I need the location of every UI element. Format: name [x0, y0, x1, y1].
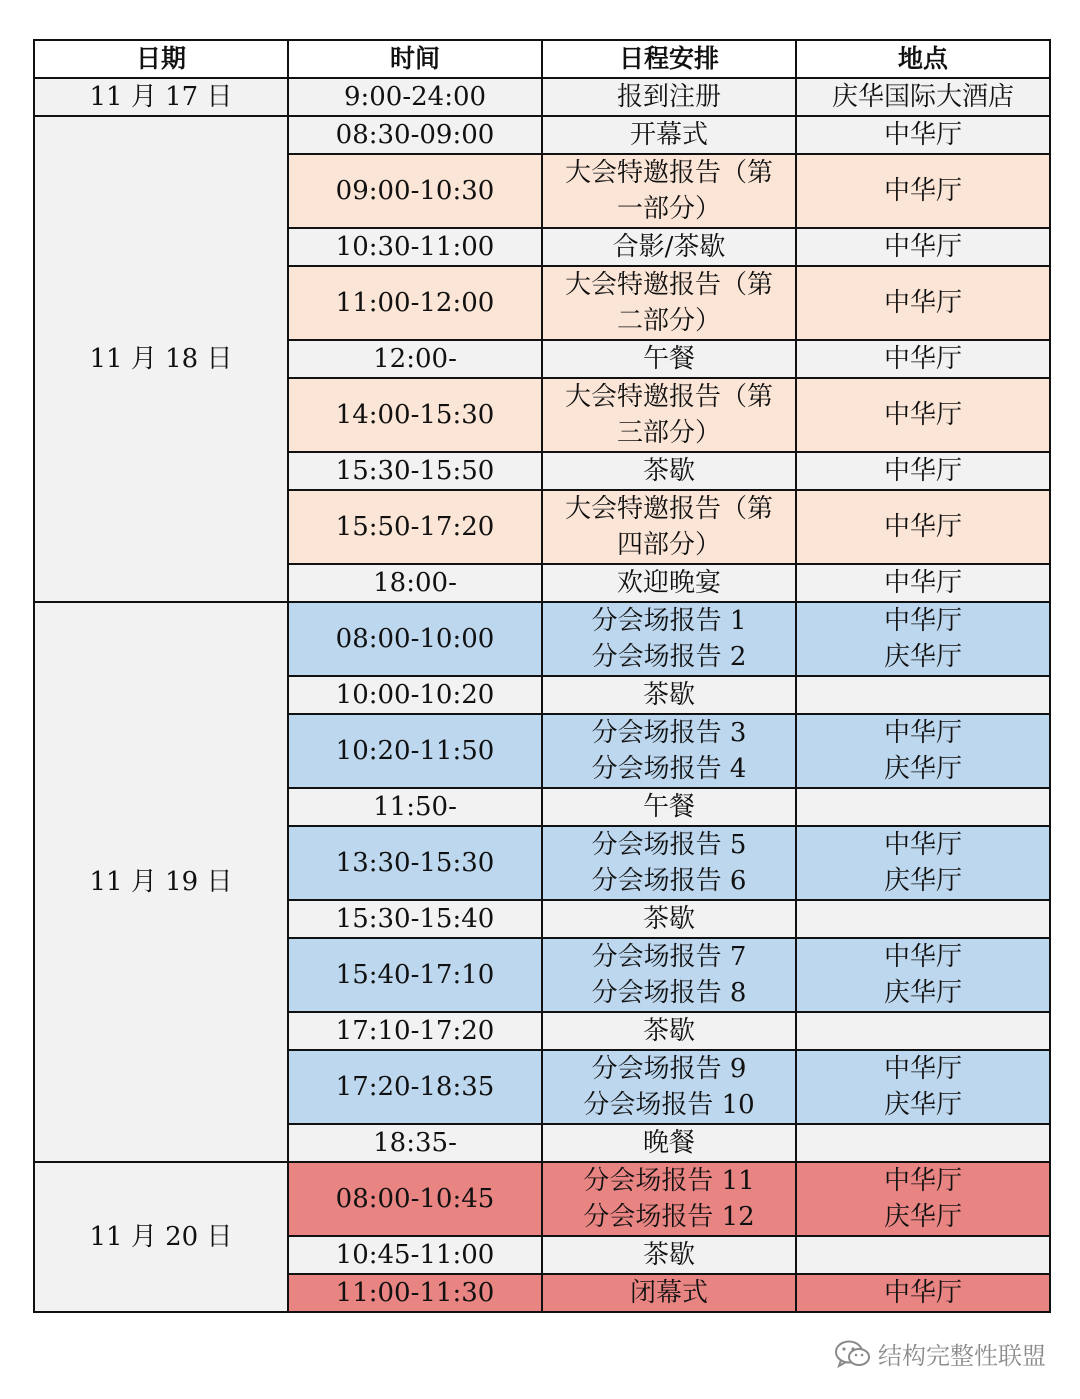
agenda-line: 分会场报告 6 — [591, 866, 747, 896]
agenda-line: 一部分） — [616, 194, 721, 224]
agenda-cell — [542, 1050, 796, 1124]
schedule-row — [34, 602, 1050, 676]
agenda-line: 开幕式 — [629, 120, 708, 150]
date-cell: 11 月 19 日 — [34, 602, 288, 1162]
agenda-line: 欢迎晚宴 — [616, 568, 721, 598]
venue-cell — [796, 452, 1050, 490]
agenda-line: 合影/茶歇 — [612, 232, 726, 262]
header-time: 时间 — [288, 40, 542, 78]
agenda-line: 二部分） — [616, 306, 721, 336]
venue-line: 中华厅 — [883, 568, 962, 598]
agenda-cell — [542, 116, 796, 154]
agenda-line: 分会场报告 12 — [583, 1202, 755, 1232]
wechat-icon — [834, 1339, 872, 1369]
venue-line: 中华厅 — [883, 120, 962, 150]
agenda-line: 茶歇 — [642, 456, 695, 486]
schedule-table — [33, 39, 1051, 1313]
agenda-cell — [542, 900, 796, 938]
venue-line: 庆华厅 — [883, 642, 962, 672]
venue-cell — [796, 116, 1050, 154]
venue-line: 中华厅 — [883, 344, 962, 374]
agenda-cell — [542, 266, 796, 340]
venue-line: 庆华厅 — [883, 866, 962, 896]
venue-line: 中华厅 — [883, 176, 962, 206]
agenda-line: 分会场报告 7 — [591, 942, 747, 972]
agenda-line: 分会场报告 10 — [583, 1090, 755, 1120]
time-cell: 12:00- — [288, 340, 542, 378]
agenda-line: 茶歇 — [642, 680, 695, 710]
agenda-line: 大会特邀报告（第 — [564, 382, 773, 412]
venue-line: 中华厅 — [883, 512, 962, 542]
venue-cell — [796, 1274, 1050, 1312]
time-cell: 10:30-11:00 — [288, 228, 542, 266]
watermark-text: 结构完整性联盟 — [878, 1342, 1046, 1370]
agenda-line: 午餐 — [642, 344, 695, 374]
time-cell: 14:00-15:30 — [288, 378, 542, 452]
agenda-line: 分会场报告 11 — [583, 1166, 755, 1196]
venue-line: 中华厅 — [883, 606, 962, 636]
venue-cell — [796, 602, 1050, 676]
venue-cell — [796, 564, 1050, 602]
date-cell: 11 月 18 日 — [34, 116, 288, 602]
venue-cell — [796, 1124, 1050, 1162]
venue-cell — [796, 378, 1050, 452]
agenda-line: 四部分） — [616, 530, 721, 560]
time-cell: 08:00-10:00 — [288, 602, 542, 676]
agenda-cell — [542, 452, 796, 490]
agenda-cell — [542, 1124, 796, 1162]
agenda-line: 分会场报告 1 — [591, 606, 747, 636]
agenda-cell — [542, 1012, 796, 1050]
agenda-line: 大会特邀报告（第 — [564, 494, 773, 524]
header-venue: 地点 — [796, 40, 1050, 78]
agenda-cell — [542, 490, 796, 564]
agenda-line: 晚餐 — [642, 1128, 695, 1158]
venue-cell — [796, 826, 1050, 900]
venue-line: 中华厅 — [883, 1166, 962, 1196]
venue-cell — [796, 1162, 1050, 1236]
venue-line: 中华厅 — [883, 718, 962, 748]
venue-cell — [796, 714, 1050, 788]
time-cell: 17:10-17:20 — [288, 1012, 542, 1050]
agenda-line: 报到注册 — [616, 82, 721, 112]
venue-cell — [796, 228, 1050, 266]
venue-line: 庆华厅 — [883, 754, 962, 784]
venue-cell — [796, 938, 1050, 1012]
venue-cell — [796, 1236, 1050, 1274]
agenda-line: 分会场报告 4 — [591, 754, 747, 784]
time-cell: 11:00-12:00 — [288, 266, 542, 340]
venue-cell — [796, 788, 1050, 826]
agenda-line: 分会场报告 2 — [591, 642, 747, 672]
agenda-cell — [542, 602, 796, 676]
venue-cell — [796, 1012, 1050, 1050]
venue-line: 中华厅 — [883, 1278, 962, 1308]
agenda-cell — [542, 1162, 796, 1236]
time-cell: 10:45-11:00 — [288, 1236, 542, 1274]
venue-line: 中华厅 — [883, 232, 962, 262]
venue-cell — [796, 78, 1050, 116]
venue-line: 中华厅 — [883, 1054, 962, 1084]
agenda-cell — [542, 228, 796, 266]
time-cell: 17:20-18:35 — [288, 1050, 542, 1124]
date-cell: 11 月 17 日 — [34, 78, 288, 116]
agenda-cell — [542, 938, 796, 1012]
agenda-cell — [542, 564, 796, 602]
agenda-cell — [542, 788, 796, 826]
venue-cell — [796, 490, 1050, 564]
time-cell: 18:35- — [288, 1124, 542, 1162]
watermark — [834, 1336, 1046, 1371]
time-cell: 10:00-10:20 — [288, 676, 542, 714]
header-row — [34, 40, 1050, 78]
agenda-cell — [542, 378, 796, 452]
venue-line: 庆华厅 — [883, 978, 962, 1008]
venue-line: 中华厅 — [883, 456, 962, 486]
agenda-line: 闭幕式 — [629, 1278, 708, 1308]
agenda-cell — [542, 1274, 796, 1312]
schedule-row — [34, 1162, 1050, 1236]
venue-cell — [796, 266, 1050, 340]
agenda-line: 茶歇 — [642, 1240, 695, 1270]
time-cell: 10:20-11:50 — [288, 714, 542, 788]
agenda-cell — [542, 826, 796, 900]
venue-cell — [796, 900, 1050, 938]
agenda-line: 茶歇 — [642, 904, 695, 934]
agenda-cell — [542, 714, 796, 788]
agenda-line: 大会特邀报告（第 — [564, 158, 773, 188]
time-cell: 08:30-09:00 — [288, 116, 542, 154]
agenda-line: 分会场报告 8 — [591, 978, 747, 1008]
agenda-cell — [542, 340, 796, 378]
agenda-cell — [542, 676, 796, 714]
agenda-cell — [542, 154, 796, 228]
venue-line: 中华厅 — [883, 942, 962, 972]
venue-line: 庆华厅 — [883, 1202, 962, 1232]
agenda-line: 三部分） — [616, 418, 721, 448]
agenda-cell — [542, 1236, 796, 1274]
agenda-line: 分会场报告 9 — [591, 1054, 747, 1084]
agenda-line: 分会场报告 3 — [591, 718, 747, 748]
time-cell: 08:00-10:45 — [288, 1162, 542, 1236]
venue-line: 中华厅 — [883, 288, 962, 318]
venue-line: 庆华厅 — [883, 1090, 962, 1120]
header-date: 日期 — [34, 40, 288, 78]
time-cell: 11:00-11:30 — [288, 1274, 542, 1312]
schedule-row — [34, 116, 1050, 154]
schedule-row — [34, 78, 1050, 116]
time-cell: 13:30-15:30 — [288, 826, 542, 900]
time-cell: 15:30-15:40 — [288, 900, 542, 938]
time-cell: 15:40-17:10 — [288, 938, 542, 1012]
venue-cell — [796, 676, 1050, 714]
venue-line: 庆华国际大酒店 — [831, 82, 1014, 112]
agenda-line: 茶歇 — [642, 1016, 695, 1046]
time-cell: 15:50-17:20 — [288, 490, 542, 564]
agenda-cell — [542, 78, 796, 116]
venue-line: 中华厅 — [883, 830, 962, 860]
header-agenda: 日程安排 — [542, 40, 796, 78]
venue-line: 中华厅 — [883, 400, 962, 430]
time-cell: 15:30-15:50 — [288, 452, 542, 490]
agenda-line: 大会特邀报告（第 — [564, 270, 773, 300]
date-cell: 11 月 20 日 — [34, 1162, 288, 1312]
agenda-line: 午餐 — [642, 792, 695, 822]
time-cell: 11:50- — [288, 788, 542, 826]
venue-cell — [796, 154, 1050, 228]
time-cell: 18:00- — [288, 564, 542, 602]
time-cell: 9:00-24:00 — [288, 78, 542, 116]
agenda-line: 分会场报告 5 — [591, 830, 747, 860]
schedule-body — [34, 78, 1050, 1312]
venue-cell — [796, 340, 1050, 378]
venue-cell — [796, 1050, 1050, 1124]
time-cell: 09:00-10:30 — [288, 154, 542, 228]
